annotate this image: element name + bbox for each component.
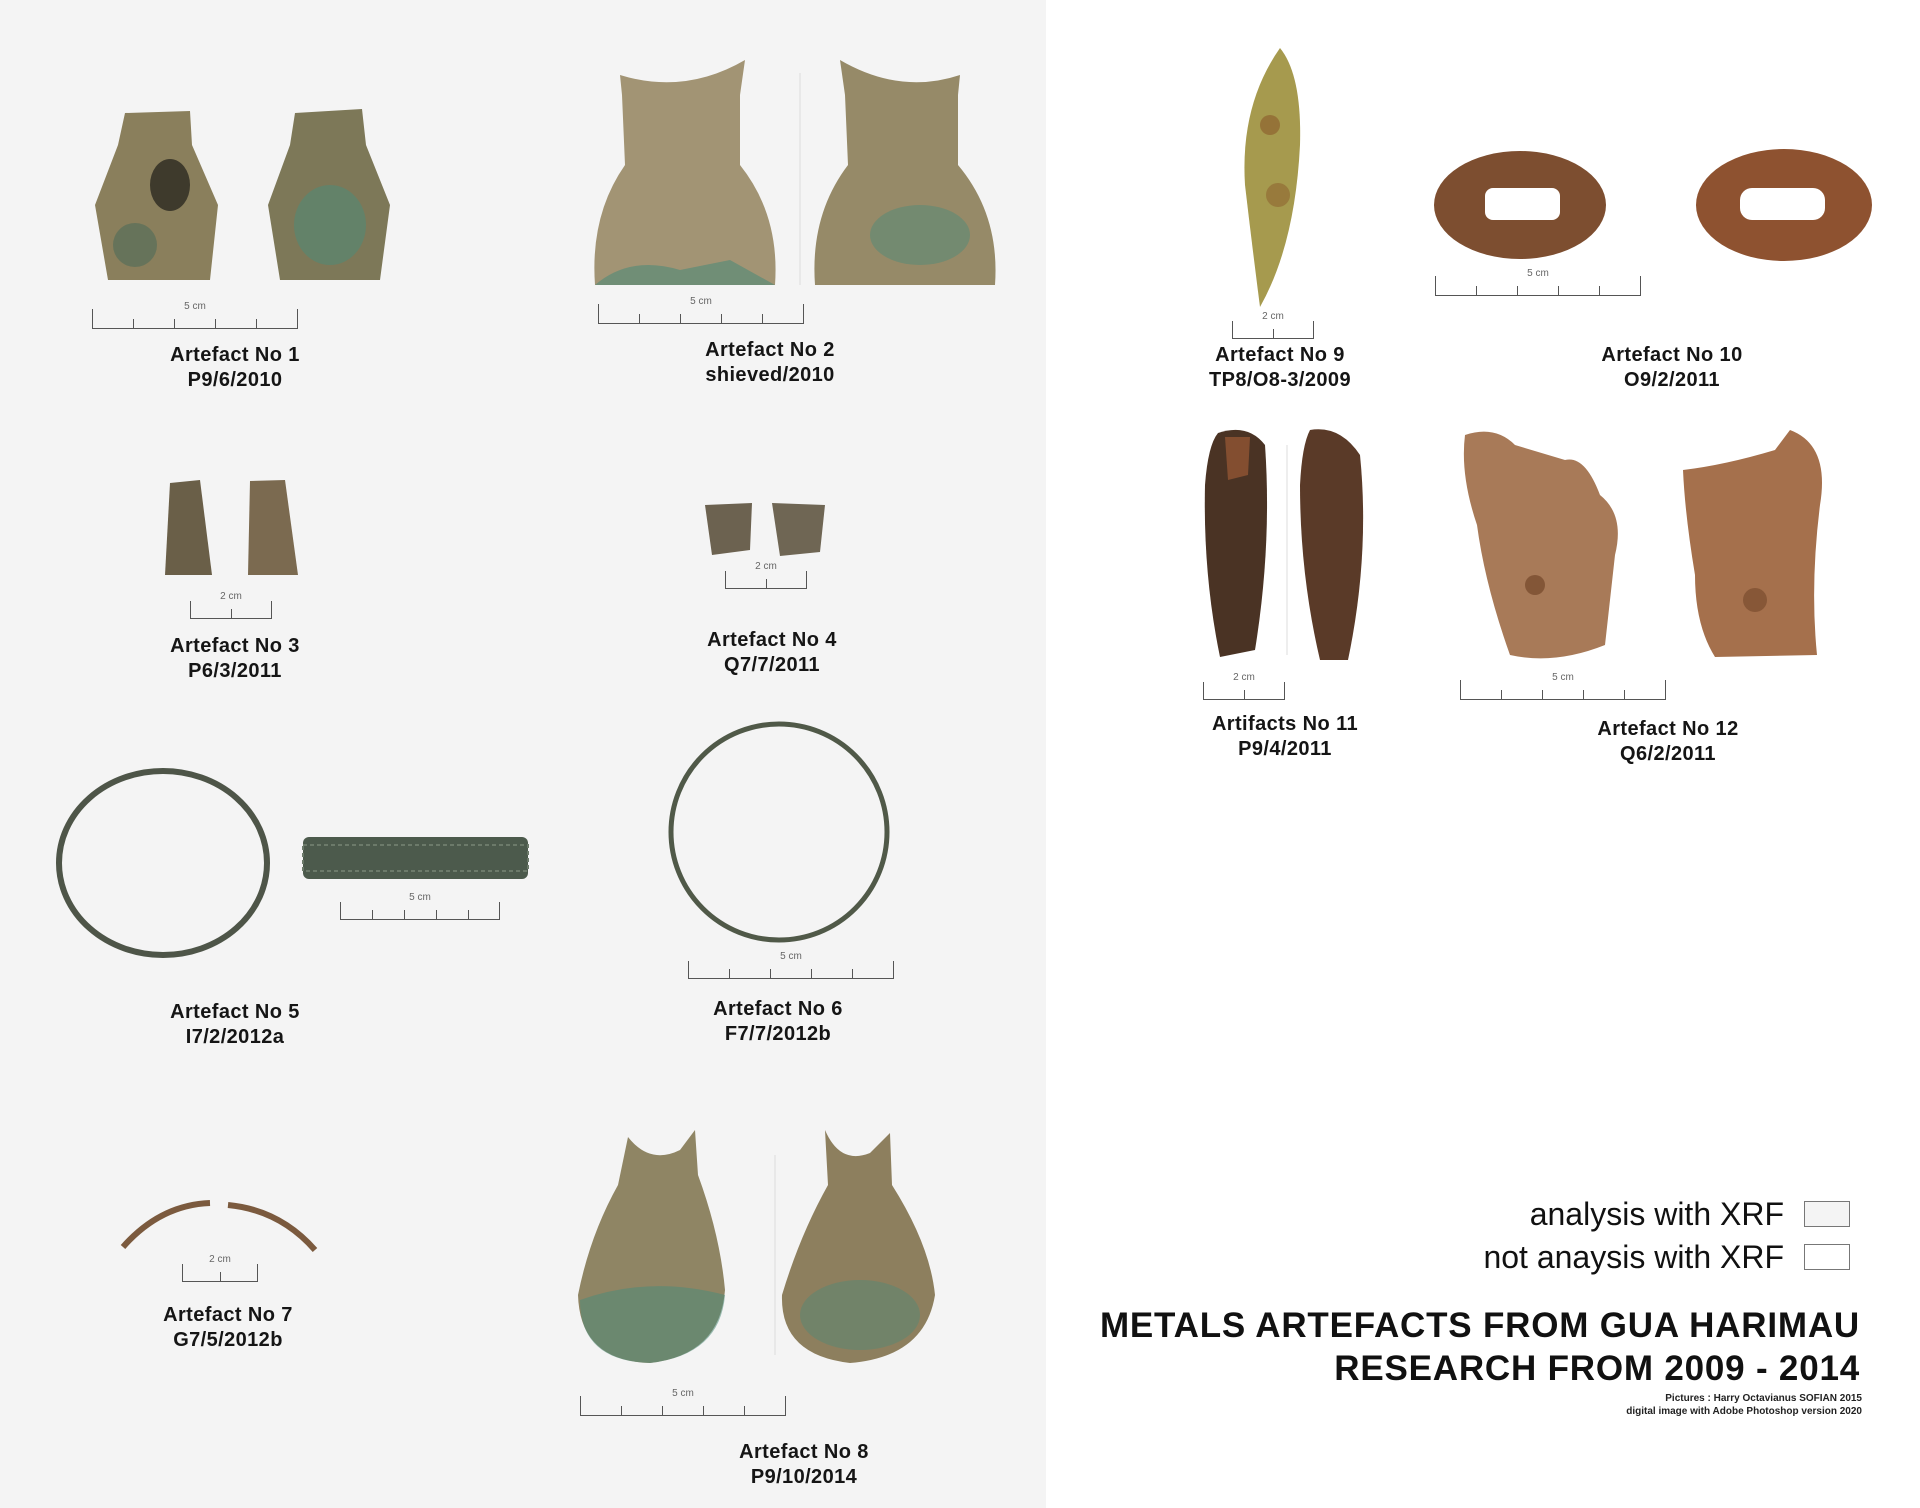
artefact-1-caption — [115, 343, 355, 393]
artefact-3-scale-label: 2 cm — [220, 591, 242, 602]
artefact-3-caption — [115, 634, 355, 684]
artefact-12-caption — [1548, 717, 1788, 767]
artefact-2-photo — [590, 55, 1020, 290]
title-line-2: RESEARCH FROM 2009 - 2014 — [1334, 1349, 1860, 1388]
artefact-12-scale-bar — [1460, 672, 1666, 700]
artefact-4-scale-label: 2 cm — [755, 561, 777, 572]
legend-not-analysis-swatch — [1804, 1244, 1850, 1270]
artefact-1-code: P9/6/2010 — [187, 369, 283, 391]
artefact-11-code: P9/4/2011 — [1238, 738, 1332, 760]
artefact-4-code: Q7/7/2011 — [724, 654, 820, 676]
legend-not-analysis-label: not anaysis with XRF — [1483, 1238, 1784, 1275]
artefact-1-scale-bar — [92, 301, 298, 329]
artefact-2-scale-label: 5 cm — [690, 296, 712, 307]
photo-credits — [1626, 1392, 1862, 1418]
artefact-10-name: Artefact No 10 — [1601, 344, 1743, 366]
artefact-10-scale-label: 5 cm — [1527, 268, 1549, 279]
artefact-8-scale-label: 5 cm — [672, 1388, 694, 1399]
artefact-1-scale-label: 5 cm — [184, 301, 206, 312]
artefact-9-scale-label: 2 cm — [1262, 311, 1284, 322]
artefact-5-caption — [115, 1000, 355, 1050]
artefact-7-photo — [120, 1195, 320, 1255]
title-line-1: METALS ARTEFACTS FROM GUA HARIMAU — [1099, 1306, 1860, 1345]
artefact-12-name: Artefact No 12 — [1597, 718, 1739, 740]
artefact-3-name: Artefact No 3 — [170, 635, 300, 657]
artefact-7-scale-label: 2 cm — [209, 1254, 231, 1265]
artefact-4-name: Artefact No 4 — [707, 629, 837, 651]
artefact-8-scale-bar — [580, 1388, 786, 1416]
artefact-5-code: I7/2/2012a — [185, 1026, 285, 1048]
artefact-6-scale-label: 5 cm — [780, 951, 802, 962]
artefact-8-photo — [570, 1125, 1000, 1365]
artefact-11-scale-bar — [1203, 672, 1285, 700]
artefact-3-code: P6/3/2011 — [188, 660, 282, 682]
artefact-7-name: Artefact No 7 — [163, 1304, 293, 1326]
artefact-9-scale-bar — [1232, 311, 1314, 339]
artefact-7-scale-bar — [182, 1254, 258, 1282]
legend-analysis-swatch — [1804, 1201, 1850, 1227]
artefact-4-photo — [700, 500, 835, 562]
page-title — [1100, 1304, 1860, 1390]
legend-not-analysis-row — [1483, 1240, 1850, 1274]
artefact-10-scale-bar — [1435, 268, 1641, 296]
artefact-4-caption — [652, 628, 892, 678]
artefact-11-photo — [1200, 425, 1380, 665]
artefact-3-scale-bar — [190, 591, 272, 619]
artefact-2-code: shieved/2010 — [705, 364, 835, 386]
artefact-10-code: O9/2/2011 — [1624, 369, 1720, 391]
artefact-1-name: Artefact No 1 — [170, 344, 300, 366]
legend-analysis-label: analysis with XRF — [1529, 1195, 1784, 1232]
artefact-6-photo — [665, 718, 895, 948]
artefact-5-photo — [55, 765, 535, 965]
artefact-9-photo — [1240, 45, 1310, 310]
artefact-2-name: Artefact No 2 — [705, 339, 835, 361]
legend-analysis-row — [1530, 1197, 1850, 1231]
artefact-4-scale-bar — [725, 561, 807, 589]
credits-line-2: digital image with Adobe Photoshop version 2020 — [1626, 1406, 1862, 1417]
artefact-3-photo — [160, 475, 305, 585]
artefact-12-scale-label: 5 cm — [1552, 672, 1574, 683]
artefact-8-name: Artefact No 8 — [739, 1441, 869, 1463]
artefact-11-name: Artifacts No 11 — [1211, 713, 1359, 735]
artefact-10-caption — [1552, 343, 1792, 393]
artefact-6-code: F7/7/2012b — [724, 1023, 832, 1045]
artefact-6-name: Artefact No 6 — [713, 998, 843, 1020]
artefact-9-name: Artefact No 9 — [1215, 344, 1345, 366]
artefact-9-caption — [1160, 343, 1400, 393]
artefact-8-code: P9/10/2014 — [750, 1466, 858, 1488]
artefact-1-photo — [90, 105, 430, 285]
artefact-12-photo — [1455, 425, 1835, 670]
artefact-5-name: Artefact No 5 — [170, 1001, 300, 1023]
artefact-7-code: G7/5/2012b — [173, 1329, 283, 1351]
artefact-12-code: Q6/2/2011 — [1620, 743, 1716, 765]
artefact-9-code: TP8/O8-3/2009 — [1209, 369, 1351, 391]
artefact-6-caption — [658, 997, 898, 1047]
artefact-11-caption — [1165, 712, 1405, 762]
artefact-5-scale-label: 5 cm — [409, 892, 431, 903]
artefact-2-scale-bar — [598, 296, 804, 324]
artefact-5-scale-bar — [340, 892, 500, 920]
artefact-2-caption — [650, 338, 890, 388]
credits-line-1: Pictures : Harry Octavianus SOFIAN 2015 — [1665, 1393, 1862, 1404]
artefact-6-scale-bar — [688, 951, 894, 979]
artefact-7-caption — [108, 1303, 348, 1353]
artefact-11-scale-label: 2 cm — [1233, 672, 1255, 683]
artefact-10-photo — [1430, 145, 1880, 265]
artefact-8-caption — [684, 1440, 924, 1490]
